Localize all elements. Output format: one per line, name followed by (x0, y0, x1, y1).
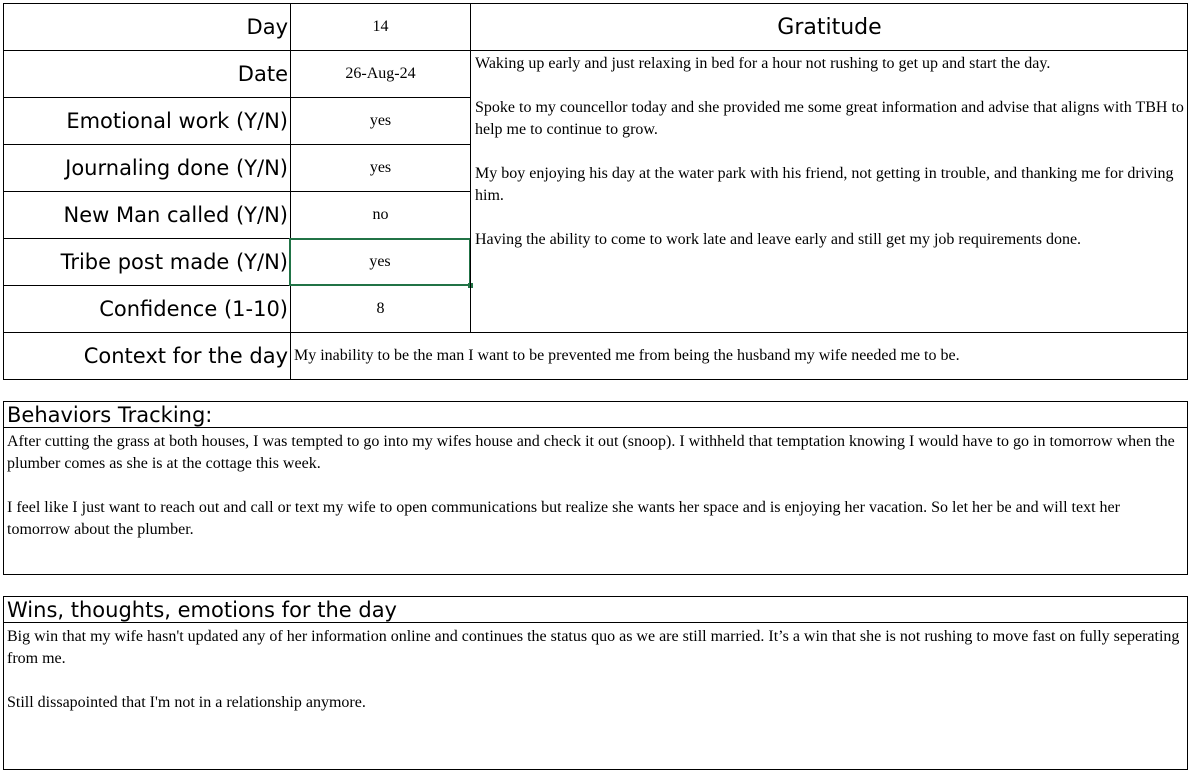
wins-heading[interactable]: Wins, thoughts, emotions for the day (4, 597, 1187, 623)
cell-journaling-value[interactable]: yes (290, 145, 470, 192)
cell-context-value[interactable]: My inability to be the man I want to be prevented me from being the husband my wife needed me to be. (290, 333, 1188, 379)
wins-section (3, 596, 1188, 770)
cell-new-man-called-label[interactable]: New Man called (Y/N) (4, 192, 290, 239)
cell-journaling-label[interactable]: Journaling done (Y/N) (4, 145, 290, 192)
behaviors-cell[interactable] (4, 428, 1187, 541)
gratitude-entry: My boy enjoying his day at the water park with his friend, not getting in trouble, and thanking me for driving him. (475, 165, 1174, 204)
tracker-table (3, 3, 1188, 380)
cell-emotional-work-value[interactable]: yes (290, 98, 470, 145)
cell-tribe-post-value-selected[interactable]: yes (289, 238, 471, 286)
cell-tribe-post-label[interactable]: Tribe post made (Y/N) (4, 239, 290, 286)
gratitude-entry: Waking up early and just relaxing in bed for a hour not rushing to get up and start the day. (475, 55, 1051, 72)
gratitude-entry: Spoke to my councellor today and she provided me some great information and advise that aligns with TBH to help me to continue to grow. (475, 99, 1184, 138)
cell-context-label[interactable]: Context for the day (83, 344, 288, 368)
behaviors-heading[interactable]: Behaviors Tracking: (4, 402, 1187, 428)
cell-new-man-called-value[interactable]: no (290, 192, 470, 239)
wins-paragraph: Big win that my wife hasn't updated any of her information online and continues the status quo as we are still married. It’s a win that she is not rushing to move fast on fully seperating from me. (7, 628, 1180, 667)
gratitude-heading[interactable]: Gratitude (470, 4, 1188, 51)
wins-cell[interactable] (4, 623, 1187, 714)
cell-date-value[interactable]: 26-Aug-24 (290, 51, 470, 98)
cell-date-label[interactable]: Date (4, 51, 290, 98)
cell-day-label[interactable]: Day (4, 4, 290, 51)
behaviors-paragraph: I feel like I just want to reach out and call or text my wife to open communications but realize she wants her space and is enjoying her vacation. So let her be and will text her tomorrow about the plumber. (7, 499, 1120, 538)
gratitude-cell[interactable] (470, 51, 1188, 333)
cell-confidence-value[interactable]: 8 (290, 286, 470, 333)
gratitude-entry: Having the ability to come to work late and leave early and still get my job requirements done. (475, 231, 1082, 248)
behaviors-section (3, 401, 1188, 575)
cell-day-value[interactable]: 14 (290, 4, 470, 51)
cell-confidence-label[interactable]: Confidence (1-10) (4, 286, 290, 333)
behaviors-paragraph: After cutting the grass at both houses, I was tempted to go into my wifes house and check it out (snoop). I withheld that temptation knowing I would have to go in tomorrow when the plumber comes as she is at the cottage this week. (7, 433, 1175, 472)
wins-paragraph: Still dissapointed that I'm not in a relationship anymore. (7, 694, 366, 711)
cell-emotional-work-label[interactable]: Emotional work (Y/N) (4, 98, 290, 145)
